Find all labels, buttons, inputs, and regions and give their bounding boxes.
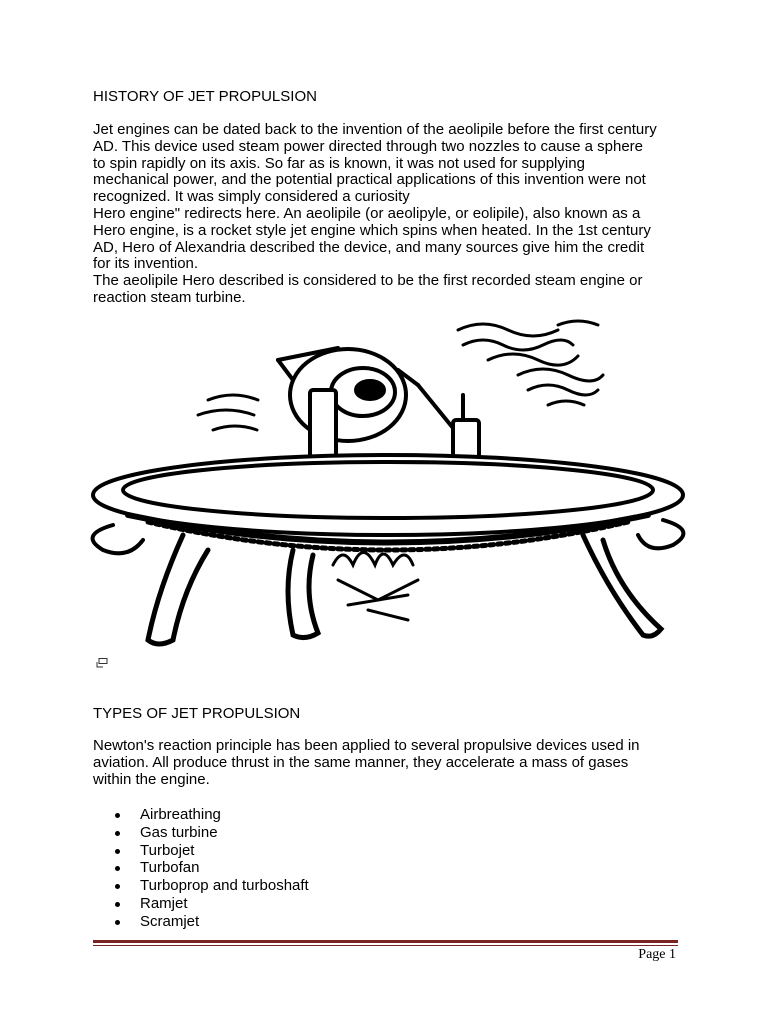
list-item: Turbofan bbox=[112, 859, 309, 877]
list-item: Scramjet bbox=[112, 913, 309, 931]
paragraph-line: aviation. All produce thrust in the same manner, they accelerate a mass of gases bbox=[93, 753, 629, 771]
list-item: Turboprop and turboshaft bbox=[112, 877, 309, 895]
section-heading-types: TYPES OF JET PROPULSION bbox=[93, 705, 301, 722]
paragraph-line: Hero engine, is a rocket style jet engine which spins when heated. In the 1st century bbox=[93, 221, 651, 239]
section-heading-history: HISTORY OF JET PROPULSION bbox=[93, 88, 317, 105]
history-paragraph bbox=[93, 122, 693, 307]
footer-divider bbox=[93, 940, 678, 943]
page-number: Page 1 bbox=[638, 947, 676, 962]
types-paragraph bbox=[93, 738, 693, 788]
list-item: Turbojet bbox=[112, 842, 309, 860]
list-item: Airbreathing bbox=[112, 806, 309, 824]
paragraph-line: AD, Hero of Alexandria described the device, and many sources give him the credit bbox=[93, 238, 645, 256]
footer-divider-thin bbox=[93, 945, 678, 946]
paragraph-line: Jet engines can be dated back to the invention of the aeolipile before the first century bbox=[93, 121, 657, 138]
list-item: Gas turbine bbox=[112, 824, 309, 842]
paragraph-line: Hero engine" redirects here. An aeolipile (or aeolipyle, or eolipile), also known as a bbox=[93, 204, 641, 222]
paragraph-line: to spin rapidly on its axis. So far as is known, it was not used for supplying bbox=[93, 154, 585, 172]
paragraph-line: recognized. It was simply considered a curiosity bbox=[93, 188, 410, 206]
paragraph-line: Newton's reaction principle has been applied to several propulsive devices used in bbox=[93, 737, 640, 754]
anchor-icon bbox=[96, 658, 108, 668]
paragraph-line: within the engine. bbox=[93, 770, 210, 788]
fire bbox=[333, 553, 418, 621]
paragraph-line: mechanical power, and the potential practical applications of this invention were not bbox=[93, 171, 646, 189]
list-item: Ramjet bbox=[112, 895, 309, 913]
aeolipile-illustration bbox=[88, 310, 688, 655]
paragraph-line: reaction steam turbine. bbox=[93, 288, 246, 306]
propulsion-types-list bbox=[112, 806, 309, 931]
paragraph-line: The aeolipile Hero described is considered to be the first recorded steam engine or bbox=[93, 272, 643, 290]
sphere bbox=[278, 348, 418, 441]
paragraph-line: AD. This device used steam power directed through two nozzles to cause a sphere bbox=[93, 137, 644, 155]
paragraph-line: for its invention. bbox=[93, 255, 199, 273]
